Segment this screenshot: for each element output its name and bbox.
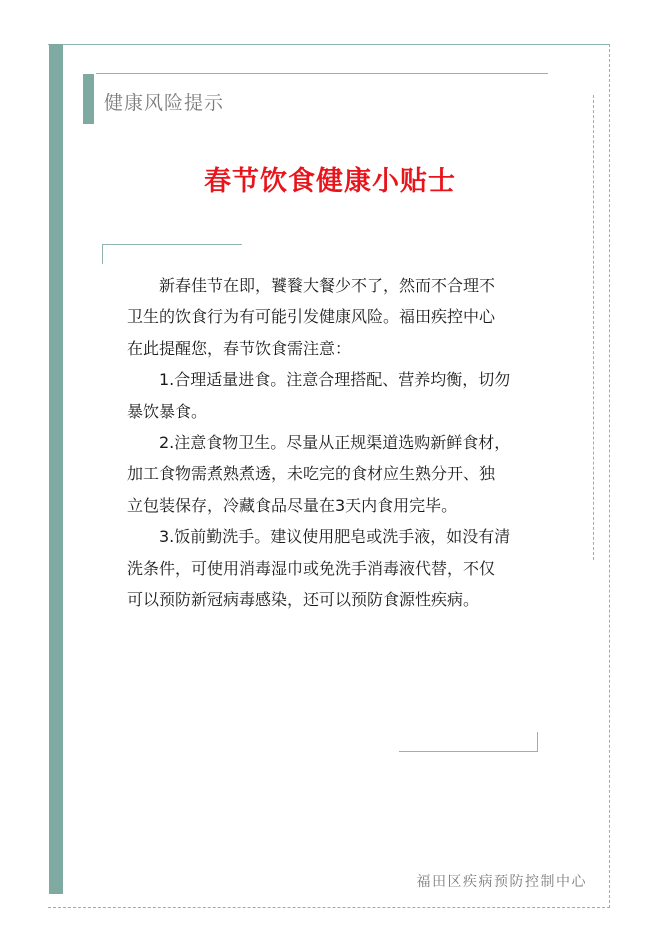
footer-organization: 福田区疾病预防控制中心 [416,874,587,890]
corner-bracket-top-left-vertical [102,244,103,264]
corner-bracket-bottom-right-vertical [537,732,538,752]
corner-bracket-bottom-right [399,751,538,752]
article-body [127,270,547,615]
paragraph-tip-3 [127,521,547,615]
paragraph-line: 在此提醒您，春节饮食需注意： [127,338,352,358]
frame-top-border [48,44,610,45]
paragraph-line: 卫生的饮食行为有可能引发健康风险。福田疾控中心 [127,307,496,327]
page-title: 春节饮食健康小贴士 [204,166,456,197]
paragraph-line: 立包装保存，冷藏食品尽量在3天内食用完毕。 [127,495,458,515]
paragraph-line: 加工食物需煮熟煮透，未吃完的食材应生熟分开、独 [127,464,496,484]
header-accent-bar [83,74,94,124]
paragraph-line: 1.合理适量进食。注意合理搭配、营养均衡，切勿 [159,370,511,390]
paragraph-line: 2.注意食物卫生。尽量从正规渠道选购新鲜食材， [159,433,511,453]
header-title: 健康风险提示 [104,92,225,114]
paragraph-line: 洗条件，可使用消毒湿巾或免洗手消毒液代替，不仅 [127,558,496,578]
paragraph-intro [127,270,547,364]
paragraph-tip-2 [127,427,547,521]
paragraph-line: 3.饭前勤洗手。建议使用肥皂或洗手液，如没有清 [159,527,511,547]
paragraph-line: 新春佳节在即，饕餮大餐少不了，然而不合理不 [159,276,496,295]
frame-bottom-border [48,907,610,908]
paragraph-line: 可以预防新冠病毒感染，还可以预防食源性疾病。 [127,590,480,610]
corner-bracket-top-left [102,244,242,245]
paragraph-line: 暴饮暴食。 [127,401,208,421]
paragraph-tip-1 [127,364,547,427]
inner-top-line [96,73,548,74]
